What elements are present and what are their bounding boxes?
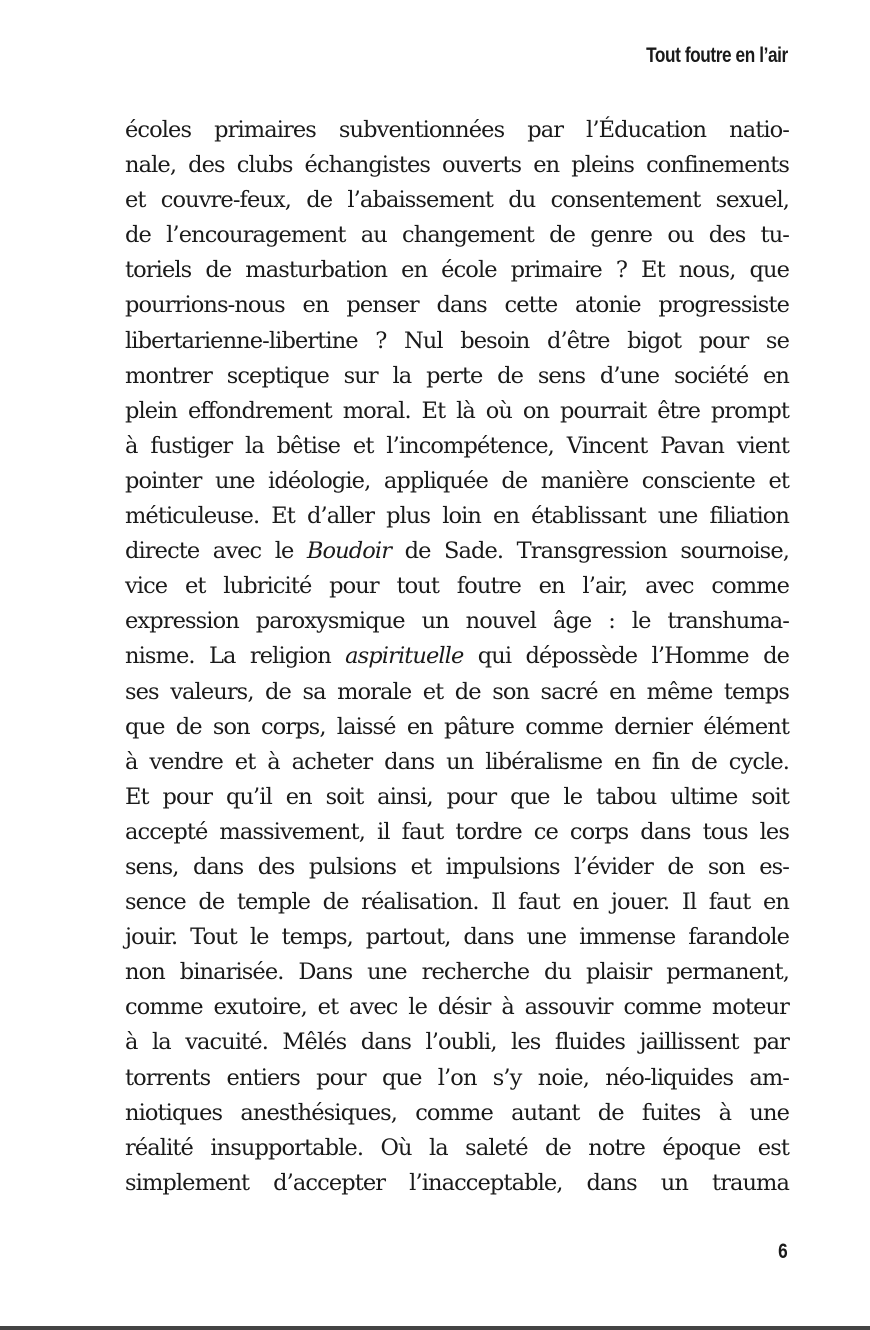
text-line: comme exutoire, et avec le désir à assouvir comme moteur: [125, 994, 789, 1021]
text-segment: nisme. La religion: [125, 643, 346, 670]
text-line: et couvre-feux, de l’abaissement du consentement sexuel,: [125, 187, 789, 214]
text-line: réalité insupportable. Où la saleté de notre époque est: [125, 1134, 789, 1161]
bottom-border: [0, 1326, 870, 1330]
text-line: vice et lubricité pour tout foutre en l’air, avec comme: [125, 573, 789, 600]
text-line: non binarisée. Dans une recherche du plaisir permanent,: [125, 959, 789, 986]
text-line: torrents entiers pour que l’on s’y noie, néo-liquides am-: [125, 1064, 789, 1091]
italic-word: aspirituelle: [345, 643, 464, 670]
text-line: à la vacuité. Mêlés dans l’oubli, les fluides jaillissent par: [125, 1029, 789, 1056]
text-segment: directe avec le: [125, 538, 307, 565]
text-line: méticuleuse. Et d’aller plus loin en établissant une filiation: [125, 503, 789, 530]
text-line: libertarienne-libertine ? Nul besoin d’être bigot pour se: [125, 327, 789, 354]
running-header: Tout foutre en l’air: [646, 44, 788, 67]
text-line: niotiques anesthésiques, comme autant de fuites à une: [125, 1099, 789, 1126]
text-line: sence de temple de réalisation. Il faut en jouer. Il faut en: [125, 889, 789, 916]
text-line: à fustiger la bêtise et l’incompétence, Vincent Pavan vient: [125, 432, 789, 459]
text-line: plein effondrement moral. Et là où on pourrait être prompt: [125, 397, 789, 424]
text-line: accepté massivement, il faut tordre ce corps dans tous les: [125, 818, 789, 845]
text-line: Et pour qu’il en soit ainsi, pour que le tabou ultime soit: [125, 783, 789, 810]
text-line: jouir. Tout le temps, partout, dans une immense farandole: [125, 924, 789, 951]
text-line: nale, des clubs échangistes ouverts en pleins confinements: [125, 152, 789, 179]
text-line: pourrions-nous en penser dans cette atonie progressiste: [125, 292, 789, 319]
text-line: pointer une idéologie, appliquée de manière consciente et: [125, 467, 789, 494]
text-line: montrer sceptique sur la perte de sens d’une société en: [125, 362, 789, 389]
italic-title: Boudoir: [306, 538, 392, 565]
text-line: à vendre et à acheter dans un libéralisme en fin de cycle.: [125, 748, 789, 775]
text-line: simplement d’accepter l’inacceptable, dans un trauma: [125, 1169, 789, 1196]
body-text: [125, 113, 789, 1201]
text-line: ses valeurs, de sa morale et de son sacré en même temps: [125, 678, 789, 705]
text-line: sens, dans des pulsions et impulsions l’évider de son es-: [125, 853, 789, 880]
text-line: [125, 639, 789, 674]
text-line: toriels de masturbation en école primaire ? Et nous, que: [125, 257, 789, 284]
text-segment: de Sade. Transgression sournoise,: [391, 538, 789, 565]
text-line: expression paroxysmique un nouvel âge : le transhuma-: [125, 608, 789, 635]
text-segment: qui dépossède l’Homme de: [463, 643, 789, 670]
text-line: de l’encouragement au changement de genre ou des tu-: [125, 222, 789, 249]
text-line: [125, 534, 789, 569]
text-line: écoles primaires subventionnées par l’Éducation natio-: [125, 117, 789, 143]
page-number: 6: [778, 1240, 788, 1263]
text-line: que de son corps, laissé en pâture comme dernier élément: [125, 713, 789, 740]
